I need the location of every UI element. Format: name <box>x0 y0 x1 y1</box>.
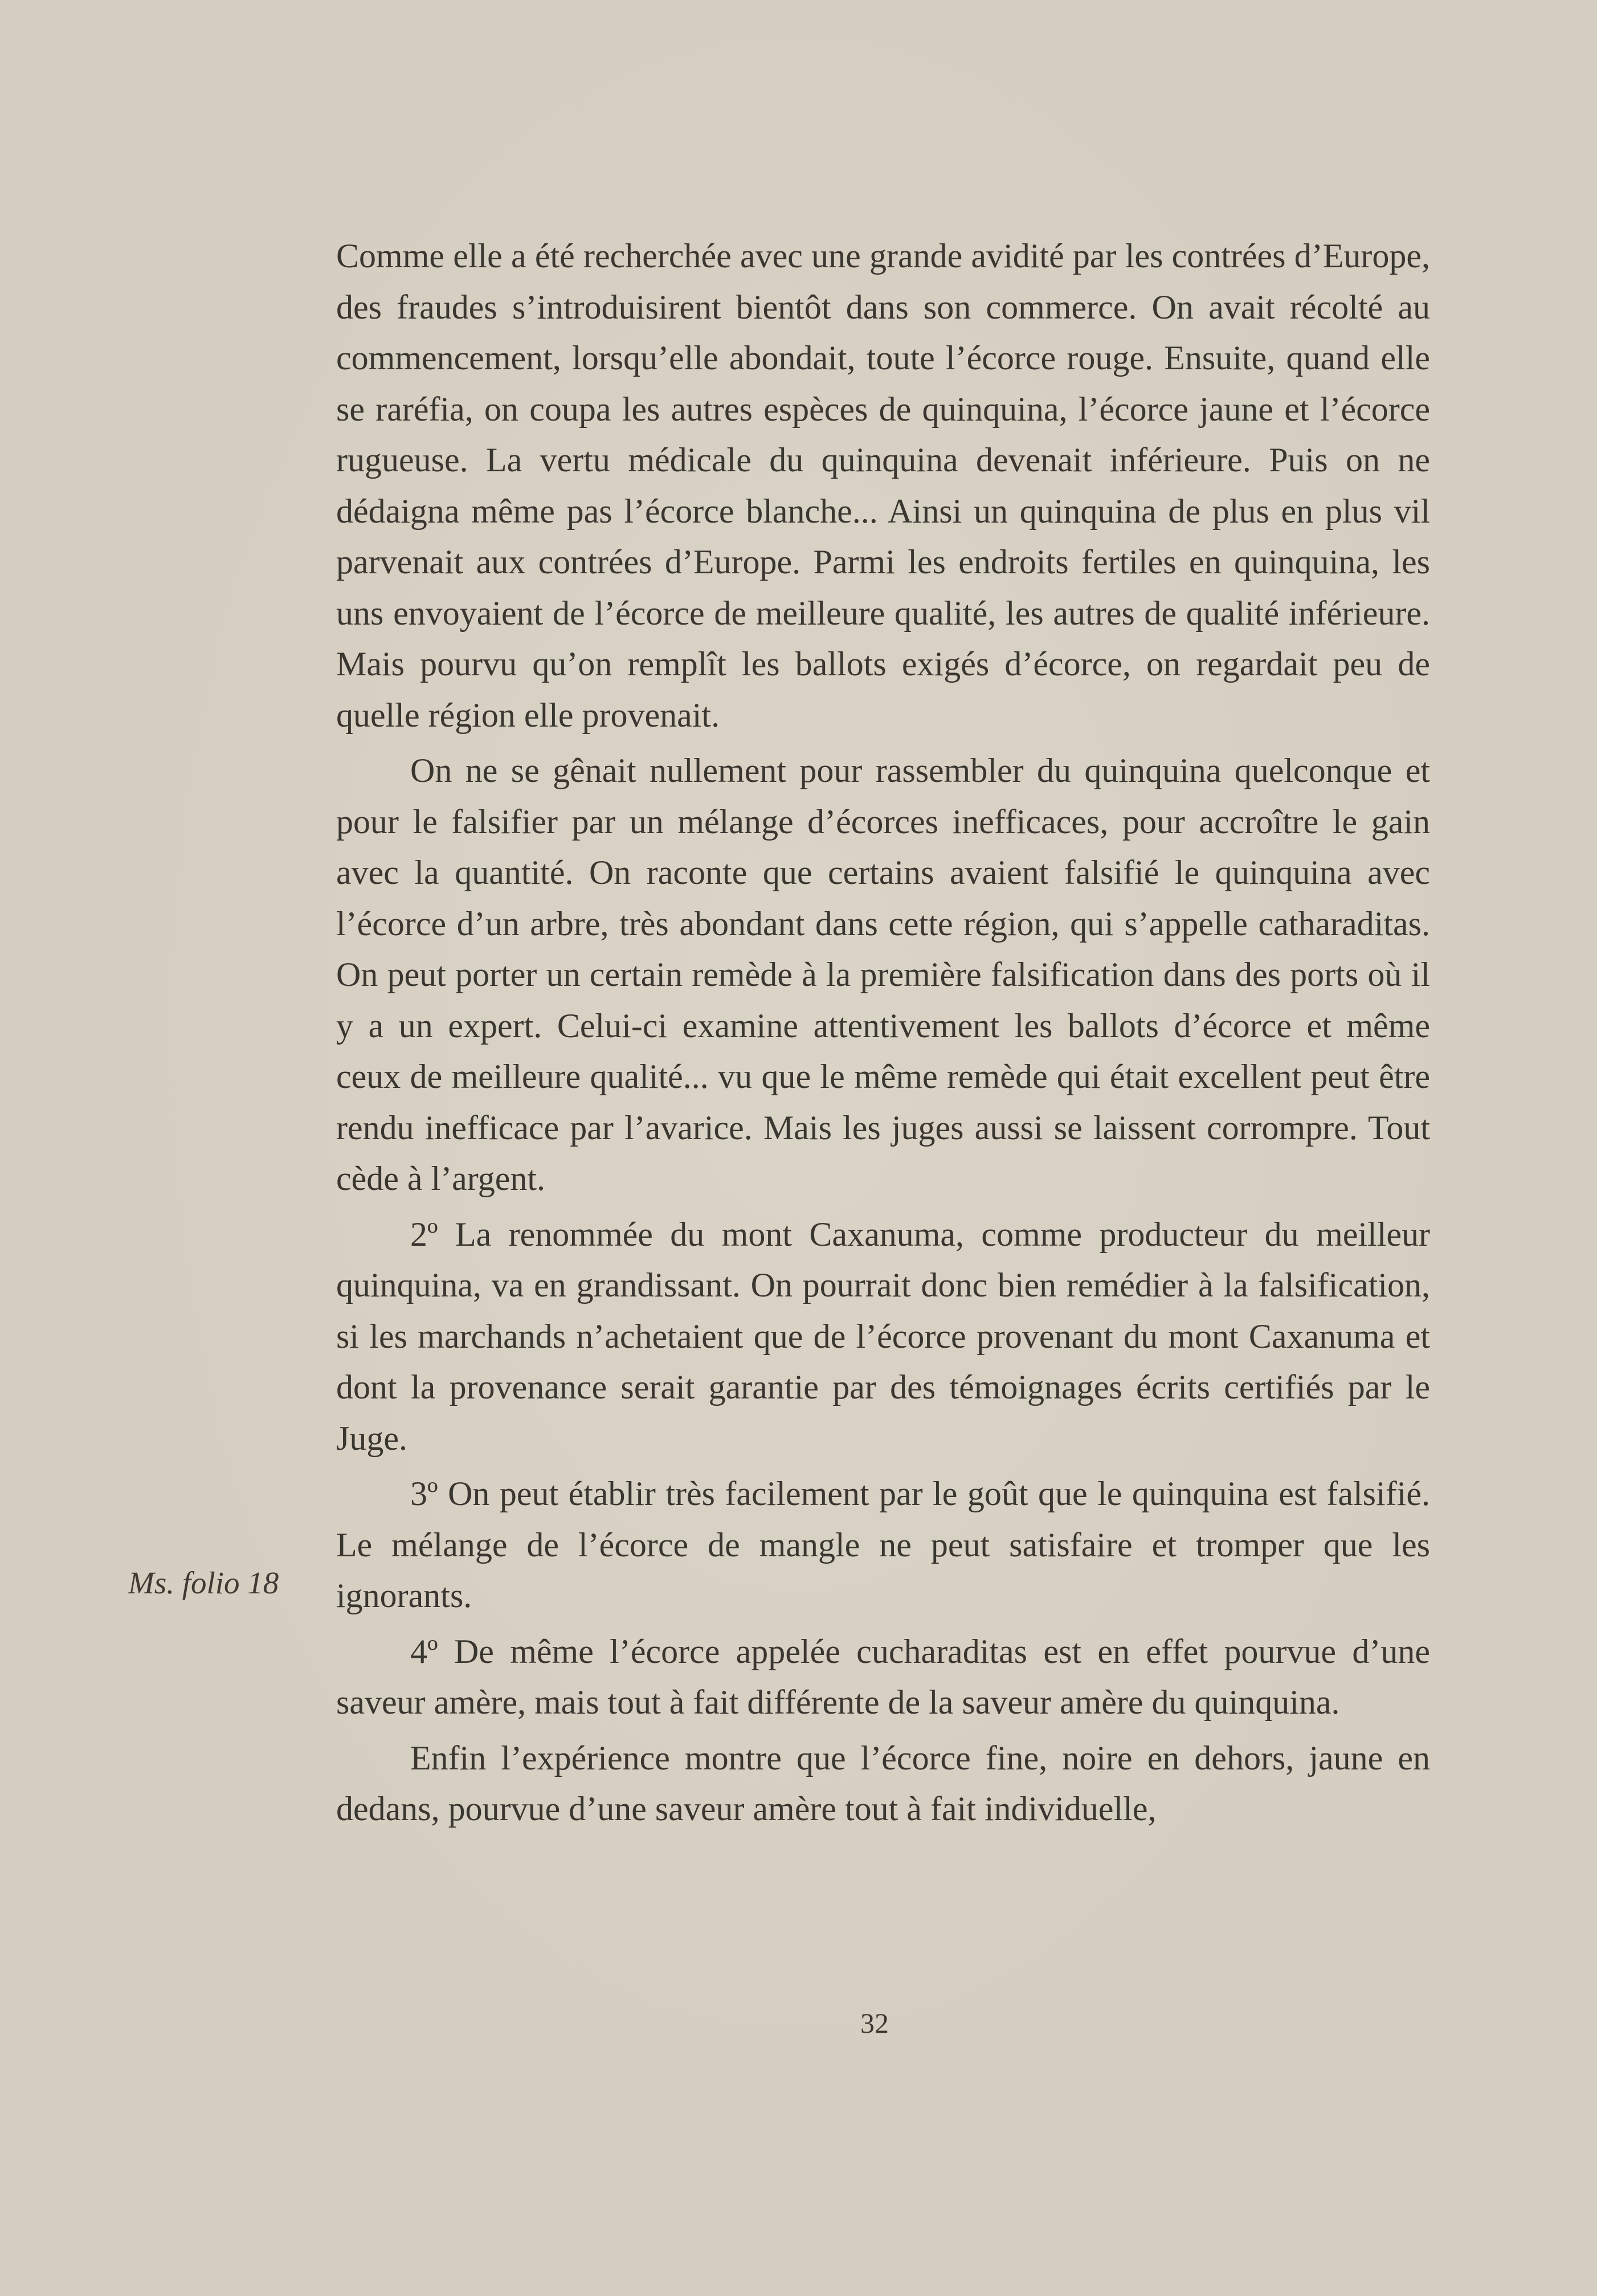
margin-note-ms-folio: Ms. folio 18 <box>128 1565 279 1600</box>
body-text <box>336 231 1430 1835</box>
paragraph-5: 4º De même l’écorce appelée cucharaditas est en effet pourvue d’une saveur amère, mais tout à fait différente de la saveur amère du quinquina. <box>336 1632 1430 1721</box>
paragraph-4: 3º On peut établir très facilement par le goût que le quinquina est falsifié. Le mélange de l’écorce de mangle ne peut satisfaire et tromper que les ignorants. <box>336 1475 1430 1614</box>
paragraph-3: 2º La renommée du mont Caxanuma, comme producteur du meilleur quinquina, va en grandissant. On pourrait donc bien remédier à la falsification, si les marchands n’achetaient que de l’écorce provenant du mont Caxanuma et dont la provenance serait garantie par des témoignages écrits certifiés par le Juge. <box>336 1215 1430 1457</box>
page-number: 32 <box>860 2007 889 2039</box>
paragraph-6: Enfin l’expérience montre que l’écorce fine, noire en dehors, jaune en dedans, pourvue d’une saveur amère tout à fait individuelle, <box>336 1739 1430 1828</box>
paragraph-1: Comme elle a été recherchée avec une grande avidité par les contrées d’Europe, des fraudes s’introduisirent bientôt dans son commerce. On avait récolté au commencement, lorsqu’elle abondait, toute l’écorce rouge. Ensuite, quand elle se raréfia, on coupa les autres espèces de quinquina, l’écorce jaune et l’écorce rugueuse. La vertu médicale du quinquina devenait inférieure. Puis on ne dédaigna même pas l’écorce blanche... Ainsi un quinquina de plus en plus vil parvenait aux contrées d’Europe. Parmi les endroits fertiles en quinquina, les uns envoyaient de l’écorce de meilleure qualité, les autres de qualité inférieure. Mais pourvu qu’on remplît les ballots exigés d’écorce, on regardait peu de quelle région elle provenait. <box>336 237 1430 734</box>
paragraph-2: On ne se gênait nullement pour rassembler du quinquina quelconque et pour le falsifier par un mélange d’écorces inefficaces, pour accroître le gain avec la quantité. On raconte que certains avaient falsifié le quinquina avec l’écorce d’un arbre, très abondant dans cette région, qui s’appelle catharaditas. On peut porter un certain remède à la première falsification dans des ports où il y a un expert. Celui-ci examine attentivement les ballots d’écorce et même ceux de meilleure qualité... vu que le même remède qui était excellent peut être rendu inefficace par l’avarice. Mais les juges aussi se laissent corrompre. Tout cède à l’argent. <box>336 752 1430 1197</box>
